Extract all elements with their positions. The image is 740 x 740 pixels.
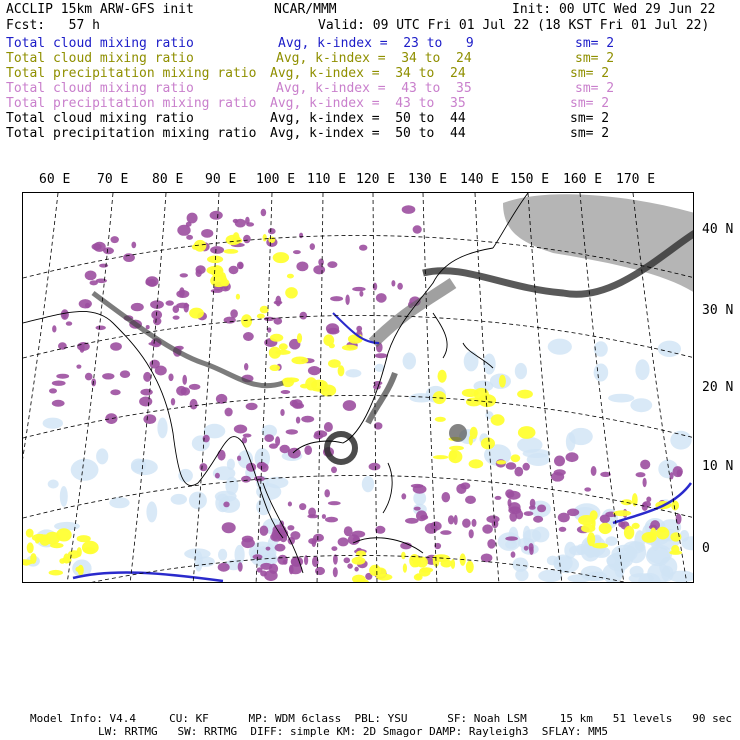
legend-smoothing: sm= 2	[570, 126, 610, 141]
latitude-label: 0	[702, 541, 710, 556]
map-canvas	[23, 193, 694, 583]
legend-smoothing: sm= 2	[575, 36, 615, 51]
legend-range: Avg, k-index = 23 to 9	[278, 36, 474, 51]
longitude-label: 170 E	[616, 172, 656, 187]
latitude-label: 20 N	[702, 380, 734, 395]
legend-smoothing: sm= 2	[575, 81, 615, 96]
legend-smoothing: sm= 2	[575, 51, 615, 66]
longitude-label: 120 E	[356, 172, 396, 187]
legend-field: Total cloud mixing ratio	[6, 36, 194, 51]
longitude-label: 130 E	[408, 172, 448, 187]
valid-time: Valid: 09 UTC Fri 01 Jul 22 (18 KST Fri 01 Jul 22)	[318, 18, 710, 33]
legend-smoothing: sm= 2	[570, 66, 610, 81]
longitude-label: 70 E	[97, 172, 129, 187]
longitude-label: 100 E	[256, 172, 296, 187]
legend-range: Avg, k-index = 50 to 44	[270, 126, 466, 141]
legend-range: Avg, k-index = 50 to 44	[270, 111, 466, 126]
longitude-label: 150 E	[510, 172, 550, 187]
map-panel	[22, 192, 694, 583]
latitude-label: 40 N	[702, 222, 734, 237]
model-title: ACCLIP 15km ARW-GFS init	[6, 2, 194, 17]
longitude-label: 90 E	[205, 172, 237, 187]
legend-field: Total precipitation mixing ratio	[6, 66, 257, 81]
legend-smoothing: sm= 2	[570, 96, 610, 111]
forecast-hour: Fcst: 57 h	[6, 18, 100, 33]
legend-field: Total precipitation mixing ratio	[6, 126, 257, 141]
latitude-label: 10 N	[702, 459, 734, 474]
model-info-line2: LW: RRTMG SW: RRTMG DIFF: simple KM: 2D Smagor DAMP: Rayleigh3 SFLAY: MM5	[98, 725, 608, 738]
legend-range: Avg, k-index = 43 to 35	[276, 81, 472, 96]
model-info-line1: Model Info: V4.4 CU: KF MP: WDM 6class PBL: YSU SF: Noah LSM 15 km 51 levels 90 sec	[30, 712, 732, 725]
legend-field: Total precipitation mixing ratio	[6, 96, 257, 111]
init-time: Init: 00 UTC Wed 29 Jun 22	[512, 2, 716, 17]
longitude-label: 80 E	[152, 172, 184, 187]
legend-range: Avg, k-index = 43 to 35	[270, 96, 466, 111]
legend-range: Avg, k-index = 34 to 24	[276, 51, 472, 66]
org-label: NCAR/MMM	[274, 2, 337, 17]
longitude-label: 110 E	[307, 172, 347, 187]
longitude-label: 140 E	[460, 172, 500, 187]
latitude-label: 30 N	[702, 303, 734, 318]
legend-field: Total cloud mixing ratio	[6, 51, 194, 66]
legend-range: Avg, k-index = 34 to 24	[270, 66, 466, 81]
longitude-label: 60 E	[39, 172, 71, 187]
longitude-label: 160 E	[563, 172, 603, 187]
legend-smoothing: sm= 2	[570, 111, 610, 126]
legend-field: Total cloud mixing ratio	[6, 111, 194, 126]
legend-field: Total cloud mixing ratio	[6, 81, 194, 96]
